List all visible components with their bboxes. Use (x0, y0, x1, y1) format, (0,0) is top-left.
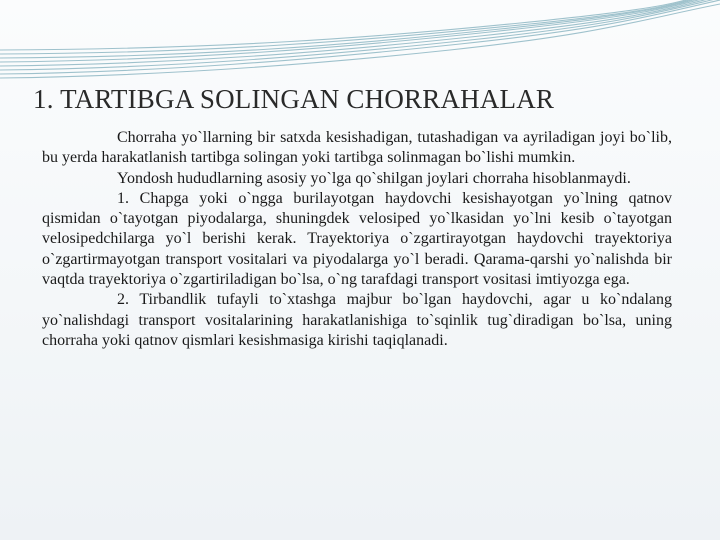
paragraph-definition: Chorraha yo`llarning bir satxda kesishadigan, tutashadigan va ayriladigan joyi bo`lib, bu yerda harakatlanish tartibga solingan yoki tartibga solinmagan bo`lishi mumkin. (42, 129, 672, 167)
paragraph-rule-1: 1. Chapga yoki o`ngga burilayotgan haydovchi kesishayotgan yo`lning qatnov qismidan o`tayotgan piyodalarga, shuningdek velosiped yo`lkasidan yo`lni kesib o`tayotgan velosipedchilarga yo`l berishi kerak. Trayektoriya o`zgartirayotgan haydovchi trayektoriya o`zgartirmayotgan transport vositalari va piyodalarga yo`l beradi. Qarama-qarshi yo`nalishda bir vaqtda trayektoriya o`zgartiriladigan bo`lsa, o`ng tarafdagi transport vositasi imtiyozga ega. (42, 189, 672, 289)
slide-title: 1. TARTIBGA SOLINGAN CHORRAHALAR (33, 84, 555, 114)
decorative-wave-lines (0, 0, 720, 90)
paragraph-rule-2: 2. Tirbandlik tufayli to`xtashga majbur bo`lgan haydovchi, agar u ko`ndalang yo`nalishdagi transport vositalarining harakatlanishiga to`sqinlik tug`diradigan bo`lsa, uning chorraha yoki qatnov qismlari kesishmasiga kirishi taqiqlanadi. (42, 291, 672, 349)
slide-body-text (42, 128, 672, 351)
paragraph-adjacent-areas: Yondosh hududlarning asosiy yo`lga qo`shilgan joylari chorraha hisoblanmaydi. (117, 169, 631, 187)
